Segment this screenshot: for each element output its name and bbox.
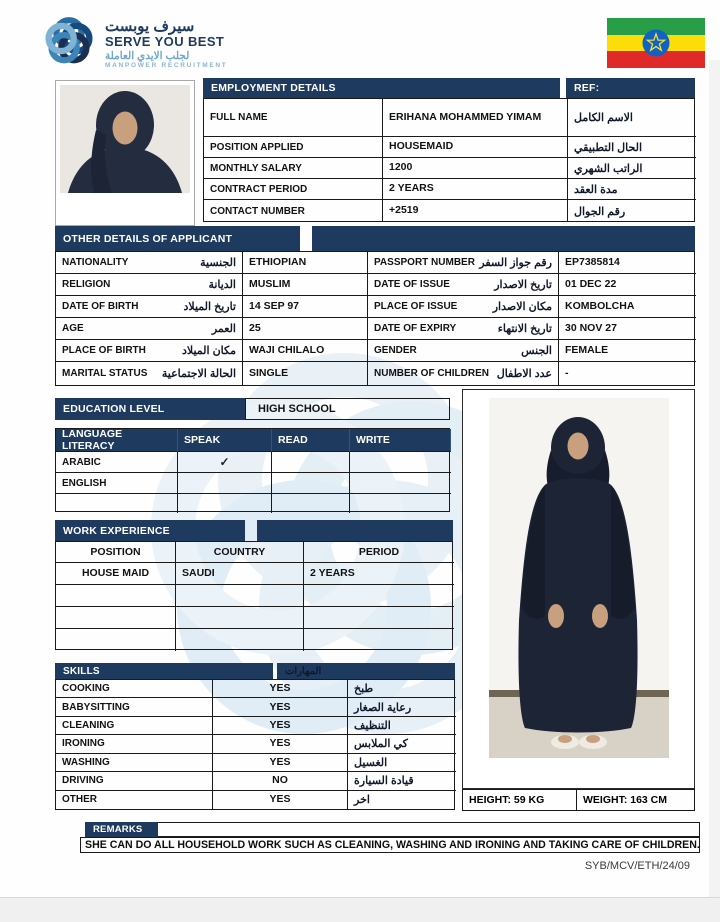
empty-language-label [56, 494, 178, 513]
nationality-label: NATIONALITY الجنسية [56, 252, 243, 274]
passport-number-label: PASSPORT NUMBER رقم جواز السفر [368, 252, 559, 274]
religion-value: MUSLIM [243, 274, 368, 296]
other-skill-arabic: اخر [354, 794, 370, 807]
marital-status-label: MARITAL STATUS الحالة الاجتماعية [56, 362, 243, 384]
place-of-issue-value: KOMBOLCHA [559, 296, 696, 318]
contact-number-label: CONTACT NUMBER [204, 200, 383, 222]
experience-empty-cell [56, 629, 176, 651]
logo-name: SERVE YOU BEST [105, 33, 225, 49]
driving-label: DRIVING [56, 772, 213, 790]
position-column-header: POSITION [56, 542, 176, 563]
experience-country: SAUDI [176, 563, 304, 585]
cooking-arabic: طبخ [348, 680, 456, 698]
full-name-arabic: الاسم الكامل [568, 99, 696, 137]
date-of-birth-value: 14 SEP 97 [243, 296, 368, 318]
ironing-value: YES [213, 735, 348, 753]
applicant-portrait-photo [55, 80, 195, 226]
cleaning-value: YES [213, 717, 348, 735]
monthly-salary-arabic: الراتب الشهري [568, 158, 696, 179]
education-level-value: HIGH SCHOOL [245, 398, 450, 420]
passport-number-value: EP7385814 [559, 252, 696, 274]
skills-table [55, 663, 455, 810]
arabic-read-cell [272, 452, 350, 473]
height-value: HEIGHT: 59 KG [463, 790, 577, 810]
write-header: WRITE [350, 429, 451, 452]
read-header: READ [272, 429, 350, 452]
other-skill-value: YES [213, 791, 348, 809]
age-label: AGE العمر [56, 318, 243, 340]
marital-status-value: SINGLE [243, 362, 368, 384]
remarks-section [80, 822, 700, 853]
contract-period-label: CONTRACT PERIOD [204, 179, 383, 200]
ref-header: REF: [566, 78, 695, 98]
logo-arabic-name: سيرف يوبست [105, 17, 195, 35]
skills-header-arabic: المهارات [277, 663, 455, 679]
document-reference-number: SYB/MCV/ETH/24/09 [584, 860, 690, 872]
experience-position: HOUSE MAID [56, 563, 176, 585]
experience-empty-cell [56, 607, 176, 629]
date-of-expiry-label: DATE OF EXPIRY تاريخ الانتهاء [368, 318, 559, 340]
country-column-header: COUNTRY [176, 542, 304, 563]
age-value: 25 [243, 318, 368, 340]
full-name-value: ERIHANA MOHAMMED YIMAM [383, 99, 568, 137]
washing-arabic: الغسيل [348, 754, 456, 772]
contact-number-arabic: رقم الجوال [574, 205, 626, 218]
position-applied-arabic: الحال التطبيقي [568, 137, 696, 158]
work-experience-header: WORK EXPERIENCE [55, 520, 245, 541]
empty-read-cell [272, 494, 350, 513]
babysitting-value: YES [213, 698, 348, 716]
experience-empty-cell [304, 629, 454, 651]
position-applied-value: HOUSEMAID [383, 137, 568, 158]
ironing-label: IRONING [56, 735, 213, 753]
work-experience-table [55, 520, 453, 650]
place-of-issue-label: PLACE OF ISSUE مكان الاصدار [368, 296, 559, 318]
contract-period-value: 2 YEARS [383, 179, 568, 200]
period-column-header: PERIOD [304, 542, 454, 563]
number-of-children-value: - [565, 366, 569, 379]
washing-label: WASHING [56, 754, 213, 772]
other-details-header: OTHER DETAILS OF APPLICANT [55, 226, 300, 251]
experience-empty-cell [304, 607, 454, 629]
gender-value: FEMALE [559, 340, 696, 362]
experience-empty-cell [176, 585, 304, 607]
babysitting-arabic: رعاية الصغار [348, 698, 456, 716]
babysitting-label: BABYSITTING [56, 698, 213, 716]
driving-value: NO [213, 772, 348, 790]
english-read-cell [272, 473, 350, 494]
cooking-label: COOKING [56, 680, 213, 698]
date-of-issue-value: 01 DEC 22 [559, 274, 696, 296]
arabic-write-cell [350, 452, 451, 473]
driving-arabic: قيادة السيارة [348, 772, 456, 790]
date-of-issue-label: DATE OF ISSUE تاريخ الاصدار [368, 274, 559, 296]
empty-speak-cell [178, 494, 272, 513]
washing-value: YES [213, 754, 348, 772]
contact-number-value: +2519 [383, 200, 568, 222]
gender-label: GENDER الجنس [368, 340, 559, 362]
other-skill-label: OTHER [56, 791, 213, 809]
empty-write-cell [350, 494, 451, 513]
logo-tagline: MANPOWER RECRUITMENT [105, 61, 228, 69]
applicant-fullbody-panel [462, 389, 695, 811]
experience-empty-cell [176, 607, 304, 629]
employment-details-header: EMPLOYMENT DETAILS [203, 78, 560, 98]
date-of-birth-label: DATE OF BIRTH تاريخ الميلاد [56, 296, 243, 318]
employment-details-table [203, 78, 695, 222]
cooking-value: YES [213, 680, 348, 698]
remarks-header-spacer [158, 822, 700, 837]
arabic-speak-check-icon: ✓ [178, 452, 272, 473]
skills-header: SKILLS [55, 663, 273, 679]
speak-header: SPEAK [178, 429, 272, 452]
page-edge-bottom [0, 897, 720, 922]
language-literacy-table [55, 428, 450, 512]
experience-period: 2 YEARS [304, 563, 454, 585]
monthly-salary-label: MONTHLY SALARY [204, 158, 383, 179]
contract-period-arabic: مدة العقد [568, 179, 696, 200]
cleaning-arabic: التنظيف [348, 717, 456, 735]
other-details-table [55, 226, 695, 386]
applicant-fullbody-photo [462, 389, 695, 789]
agency-logo [40, 12, 227, 75]
english-write-cell [350, 473, 451, 494]
remarks-text: SHE CAN DO ALL HOUSEHOLD WORK SUCH AS CLEANING, WASHING AND IRONING AND TAKING CARE OF CHILDREN. [80, 837, 700, 853]
cleaning-label: CLEANING [56, 717, 213, 735]
english-speak-cell [178, 473, 272, 494]
language-literacy-header: LANGUAGE LITERACY [56, 429, 178, 452]
logo-knot-icon [40, 12, 98, 75]
experience-empty-cell [304, 585, 454, 607]
arabic-language-label: ARABIC [56, 452, 178, 473]
experience-empty-cell [56, 585, 176, 607]
monthly-salary-value: 1200 [383, 158, 568, 179]
work-experience-header-spacer [257, 520, 453, 541]
place-of-birth-label: PLACE OF BIRTH مكان الميلاد [56, 340, 243, 362]
ethiopia-flag-icon [607, 18, 705, 68]
education-level-header: EDUCATION LEVEL [55, 398, 245, 420]
date-of-expiry-value: 30 NOV 27 [559, 318, 696, 340]
place-of-birth-value: WAJI CHILALO [243, 340, 368, 362]
experience-empty-cell [176, 629, 304, 651]
religion-label: RELIGION الديانة [56, 274, 243, 296]
page-edge-right [709, 60, 720, 922]
nationality-value: ETHIOPIAN [243, 252, 368, 274]
english-language-label: ENGLISH [56, 473, 178, 494]
logo-arabic-tagline: لجلب الايدي العاملة [105, 49, 190, 62]
position-applied-label: POSITION APPLIED [204, 137, 383, 158]
full-name-label: FULL NAME [204, 99, 383, 137]
ironing-arabic: كي الملابس [348, 735, 456, 753]
number-of-children-label: NUMBER OF CHILDREN عدد الاطفال [368, 362, 559, 384]
weight-value: WEIGHT: 163 CM [583, 794, 668, 806]
remarks-header: REMARKS [85, 822, 158, 837]
other-details-header-spacer [312, 226, 695, 251]
